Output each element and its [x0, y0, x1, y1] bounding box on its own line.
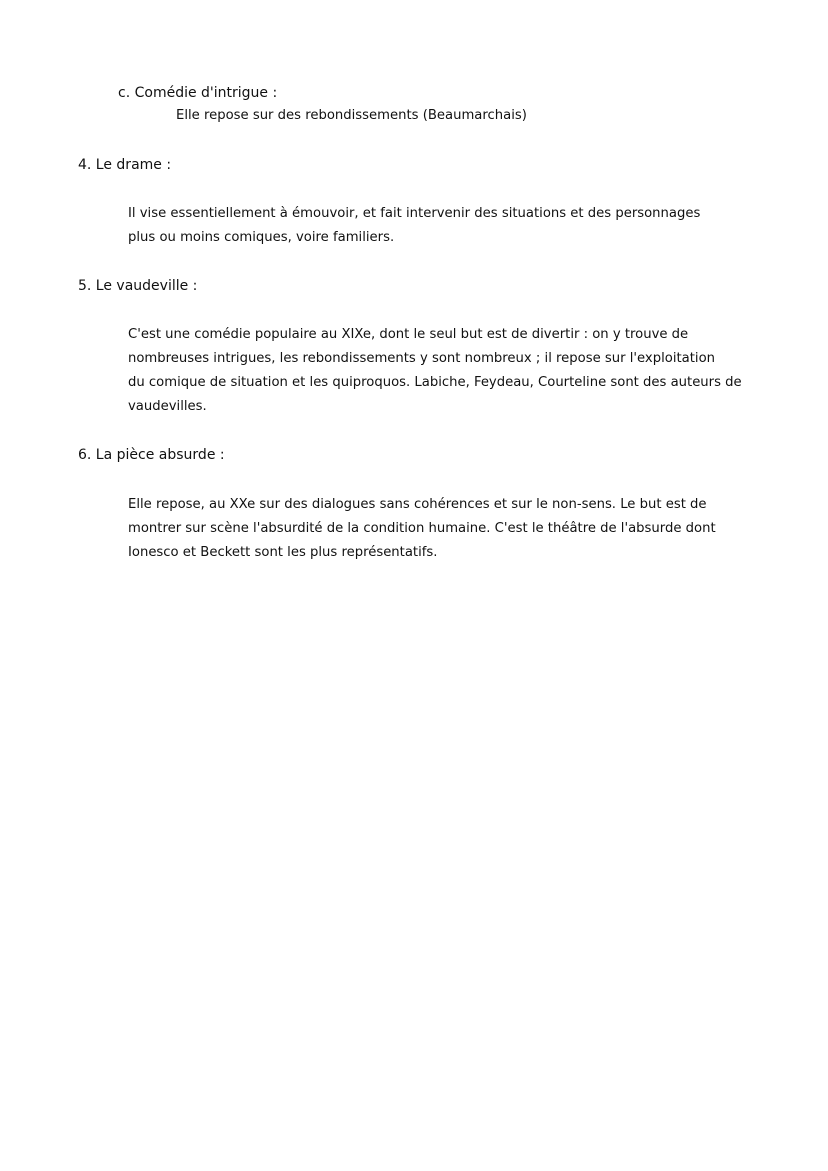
text-line: montrer sur scène l'absurdité de la condition humaine. C'est le théâtre de l'absurde dont	[128, 521, 716, 536]
section-text-drame	[128, 202, 700, 250]
text-line: plus ou moins comiques, voire familiers.	[128, 230, 395, 245]
text-line: Elle repose sur des rebondissements (Beaumarchais)	[176, 108, 527, 123]
text-line: Ionesco et Beckett sont les plus représentatifs.	[128, 545, 438, 560]
section-text-comedie-intrigue	[176, 104, 527, 128]
section-heading-drame: 4. Le drame :	[78, 157, 172, 173]
text-line: C'est une comédie populaire au XIXe, dont le seul but est de divertir : on y trouve de	[128, 327, 689, 342]
section-heading-comedie-intrigue: c. Comédie d'intrigue :	[118, 85, 278, 101]
section-text-piece-absurde	[128, 493, 716, 565]
section-text-vaudeville	[128, 323, 742, 419]
text-line: Il vise essentiellement à émouvoir, et fait intervenir des situations et des personnages	[128, 206, 701, 221]
text-line: du comique de situation et les quiproquos. Labiche, Feydeau, Courteline sont des auteurs de	[128, 375, 742, 390]
section-heading-piece-absurde: 6. La pièce absurde :	[78, 447, 225, 463]
text-line: Elle repose, au XXe sur des dialogues sans cohérences et sur le non-sens. Le but est de	[128, 497, 707, 512]
text-line: nombreuses intrigues, les rebondissements y sont nombreux ; il repose sur l'exploitation	[128, 351, 716, 366]
section-heading-vaudeville: 5. Le vaudeville :	[78, 278, 198, 294]
text-line: vaudevilles.	[128, 399, 207, 414]
